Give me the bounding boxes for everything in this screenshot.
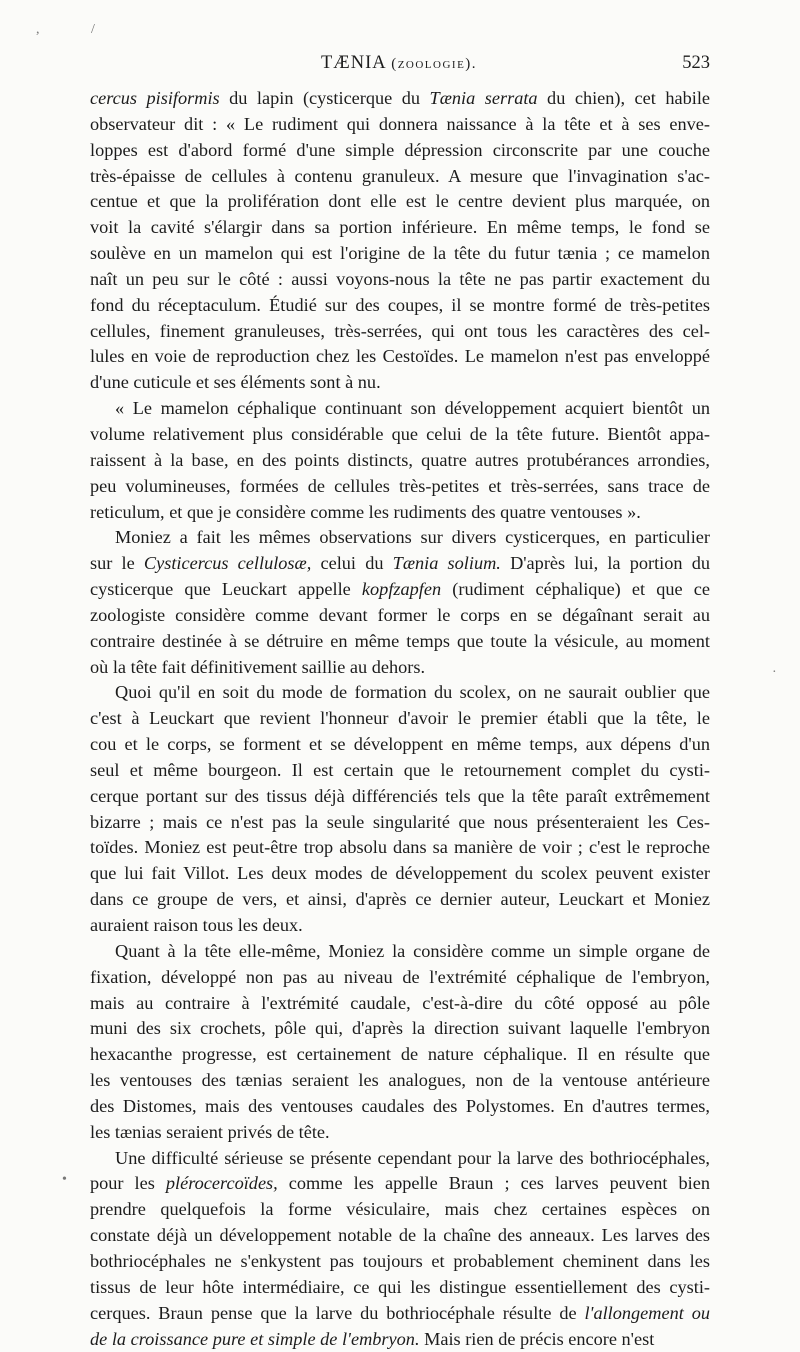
- text-line: [90, 138, 710, 164]
- text-run: fond du réceptaculum. Étudié sur des coupes, il se montre formé de très-petites: [90, 295, 710, 315]
- text-line: [90, 1275, 710, 1301]
- text-run: constate déjà un développement notable de la chaîne des anneaux. Les larves des: [90, 1225, 710, 1245]
- italic-text: kopfzapfen: [362, 579, 441, 599]
- text-run: Moniez a fait les mêmes observations sur divers cysticerques, en particulier: [115, 527, 710, 547]
- text-line: [90, 758, 710, 784]
- text-line: [90, 732, 710, 758]
- text-run: soulève en un mamelon qui est l'origine de la tête du futur tænia ; ce mamelon: [90, 243, 710, 263]
- text-line: [90, 965, 710, 991]
- text-line: [90, 1016, 710, 1042]
- text-run: Quant à la tête elle-même, Moniez la considère comme un simple organe de: [115, 941, 710, 961]
- text-line: [90, 1171, 710, 1197]
- body-text: [90, 86, 710, 1352]
- scan-speck: ·: [772, 665, 777, 681]
- text-run: cellules, finement granuleuses, très-serrées, qui ont tous les caractères des cel-: [90, 321, 710, 341]
- text-run: voit la cavité s'élargir dans sa portion inférieure. En même temps, le fond se: [90, 217, 710, 237]
- title-main: TÆNIA: [321, 53, 386, 73]
- text-line: [90, 577, 710, 603]
- text-run: où la tête fait définitivement saillie au dehors.: [90, 657, 425, 677]
- text-run: prendre quelquefois la forme vésiculaire, mais chez certaines espèces on: [90, 1199, 710, 1219]
- text-run: Quoi qu'il en soit du mode de formation du scolex, on ne saurait oublier que: [115, 682, 710, 702]
- italic-text: plérocercoïdes,: [166, 1173, 278, 1193]
- scan-speck: ,: [36, 22, 40, 38]
- title-subject: (zoologie).: [391, 56, 477, 72]
- paragraph-p4: [90, 680, 710, 938]
- text-line: [90, 319, 710, 345]
- text-line: [90, 887, 710, 913]
- text-run: hexacanthe progresse, est certainement de nature céphalique. Il en résulte que: [90, 1044, 710, 1064]
- text-line: [90, 164, 710, 190]
- text-line: [90, 1249, 710, 1275]
- text-line: [90, 551, 710, 577]
- text-line: [90, 267, 710, 293]
- text-run: « Le mamelon céphalique continuant son développement acquiert bientôt un: [115, 398, 710, 418]
- text-line: [90, 474, 710, 500]
- text-run: mais au contraire à l'extrémité caudale, c'est-à-dire du côté opposé au pôle: [90, 993, 710, 1013]
- text-line: [90, 1120, 710, 1146]
- text-run: observateur dit : « Le rudiment qui donnera naissance à la tête et à ses enve-: [90, 114, 710, 134]
- text-run: loppes est d'abord formé d'une simple dépression circonscrite par une couche: [90, 140, 710, 160]
- text-line: [90, 680, 710, 706]
- text-line: [90, 396, 710, 422]
- text-run: cerques. Braun pense que la larve du bothriocéphale résulte de: [90, 1303, 584, 1323]
- italic-text: Tænia solium.: [393, 553, 501, 573]
- text-run: raissent à la base, en des points distincts, quatre autres protubérances arrondies,: [90, 450, 710, 470]
- text-run: que lui fait Villot. Les deux modes de développement du scolex peuvent exister: [90, 863, 710, 883]
- text-line: [90, 241, 710, 267]
- scan-speck: /: [91, 22, 95, 38]
- text-line: [90, 603, 710, 629]
- text-run: cerque portant sur des tissus déjà différenciés tels que la tête paraît extrêmement: [90, 786, 710, 806]
- text-run: naît un peu sur le côté : aussi voyons-nous la tête ne pas partir exactement du: [90, 269, 710, 289]
- paragraph-p5: [90, 939, 710, 1146]
- text-run: c'est à Leuckart que revient l'honneur d'avoir le premier établi que la tête, le: [90, 708, 710, 728]
- text-line: [90, 835, 710, 861]
- italic-text: l'allongement ou: [584, 1303, 710, 1323]
- text-line: [90, 1327, 710, 1352]
- text-run: pour les: [90, 1173, 166, 1193]
- text-line: [90, 1068, 710, 1094]
- text-run: muni des six crochets, pôle qui, d'après la direction suivant laquelle l'embryon: [90, 1018, 710, 1038]
- paragraph-p3: [90, 525, 710, 680]
- text-run: Une difficulté sérieuse se présente cependant pour la larve des bothriocéphales,: [115, 1148, 710, 1168]
- text-run: volume relativement plus considérable que celui de la tête future. Bientôt appa-: [90, 424, 710, 444]
- text-line: [90, 629, 710, 655]
- text-run: les tænias seraient privés de tête.: [90, 1122, 330, 1142]
- paragraph-p2: [90, 396, 710, 525]
- text-run: Mais rien de précis encore n'est: [420, 1329, 655, 1349]
- text-line: [90, 939, 710, 965]
- scan-speck: •: [62, 1172, 67, 1188]
- text-run: auraient raison tous les deux.: [90, 915, 303, 935]
- text-run: cysticerque que Leuckart appelle: [90, 579, 362, 599]
- text-run: bizarre ; mais ce n'est pas la seule singularité que nous présenteraient les Ces-: [90, 812, 710, 832]
- text-line: [90, 1146, 710, 1172]
- text-line: [90, 86, 710, 112]
- text-run: sur le: [90, 553, 144, 573]
- text-line: [90, 913, 710, 939]
- text-run: reticulum, et que je considère comme les rudiments des quatre ventouses ».: [90, 502, 641, 522]
- text-line: [90, 525, 710, 551]
- italic-text: cercus pisiformis: [90, 88, 220, 108]
- paragraph-p6: [90, 1146, 710, 1352]
- text-run: centue et que la prolifération dont elle est le centre devient plus marquée, on: [90, 191, 710, 211]
- text-run: contraire destinée à se détruire en même temps que toute la vésicule, au moment: [90, 631, 710, 651]
- text-run: comme les appelle Braun ; ces larves peuvent bien: [278, 1173, 710, 1193]
- text-run: lules en voie de reproduction chez les Cestoïdes. Le mamelon n'est pas enveloppé: [90, 346, 710, 366]
- text-run: fixation, développé non pas au niveau de l'extrémité céphalique de l'embryon,: [90, 967, 710, 987]
- text-line: [90, 112, 710, 138]
- page-number: 523: [682, 53, 710, 74]
- text-line: [90, 189, 710, 215]
- text-run: toïdes. Moniez est peut-être trop absolu dans sa manière de voir ; c'est le reproche: [90, 837, 710, 857]
- text-line: [90, 215, 710, 241]
- text-line: [90, 655, 710, 681]
- text-line: [90, 422, 710, 448]
- text-run: D'après lui, la portion du: [501, 553, 710, 573]
- text-line: [90, 1197, 710, 1223]
- running-header: [88, 53, 710, 85]
- text-run: les ventouses des tænias seraient les analogues, non de la ventouse antérieure: [90, 1070, 710, 1090]
- text-run: très-épaisse de cellules à contenu granuleux. A mesure que l'invagination s'ac-: [90, 166, 710, 186]
- text-line: [90, 344, 710, 370]
- text-run: seul et même bourgeon. Il est certain que le retournement complet du cysti-: [90, 760, 710, 780]
- text-run: peu volumineuses, formées de cellules très-petites et très-serrées, sans trace de: [90, 476, 710, 496]
- text-run: tissus de leur hôte intermédiaire, ce qui les distingue essentiellement des cysti-: [90, 1277, 710, 1297]
- text-line: [90, 1094, 710, 1120]
- text-line: [90, 861, 710, 887]
- text-run: (rudiment céphalique) et que ce: [441, 579, 710, 599]
- text-run: cou et le corps, se forment et se développent en même temps, aux dépens d'un: [90, 734, 710, 754]
- text-line: [90, 1042, 710, 1068]
- text-run: dans ce groupe de vers, et ainsi, d'après ce dernier auteur, Leuckart et Moniez: [90, 889, 710, 909]
- text-line: [90, 991, 710, 1017]
- text-run: celui du: [311, 553, 392, 573]
- text-line: [90, 1223, 710, 1249]
- text-line: [90, 448, 710, 474]
- text-run: bothriocéphales ne s'enkystent pas toujours et probablement cheminent dans les: [90, 1251, 710, 1271]
- italic-text: de la croissance pure et simple de l'embryon.: [90, 1329, 420, 1349]
- text-run: d'une cuticule et ses éléments sont à nu.: [90, 372, 381, 392]
- text-line: [90, 370, 710, 396]
- text-run: des Distomes, mais des ventouses caudales des Polystomes. En d'autres termes,: [90, 1096, 710, 1116]
- italic-text: Tænia serrata: [430, 88, 538, 108]
- paragraph-p1: [90, 86, 710, 396]
- text-line: [90, 500, 710, 526]
- text-line: [90, 1301, 710, 1327]
- text-run: du lapin (cysticerque du: [220, 88, 430, 108]
- text-line: [90, 706, 710, 732]
- text-run: du chien), cet habile: [538, 88, 710, 108]
- text-line: [90, 293, 710, 319]
- running-title: [88, 53, 710, 74]
- text-run: zoologiste considère comme devant former le corps en se dégaînant serait au: [90, 605, 710, 625]
- text-line: [90, 810, 710, 836]
- italic-text: Cysticercus cellulosæ,: [144, 553, 311, 573]
- text-line: [90, 784, 710, 810]
